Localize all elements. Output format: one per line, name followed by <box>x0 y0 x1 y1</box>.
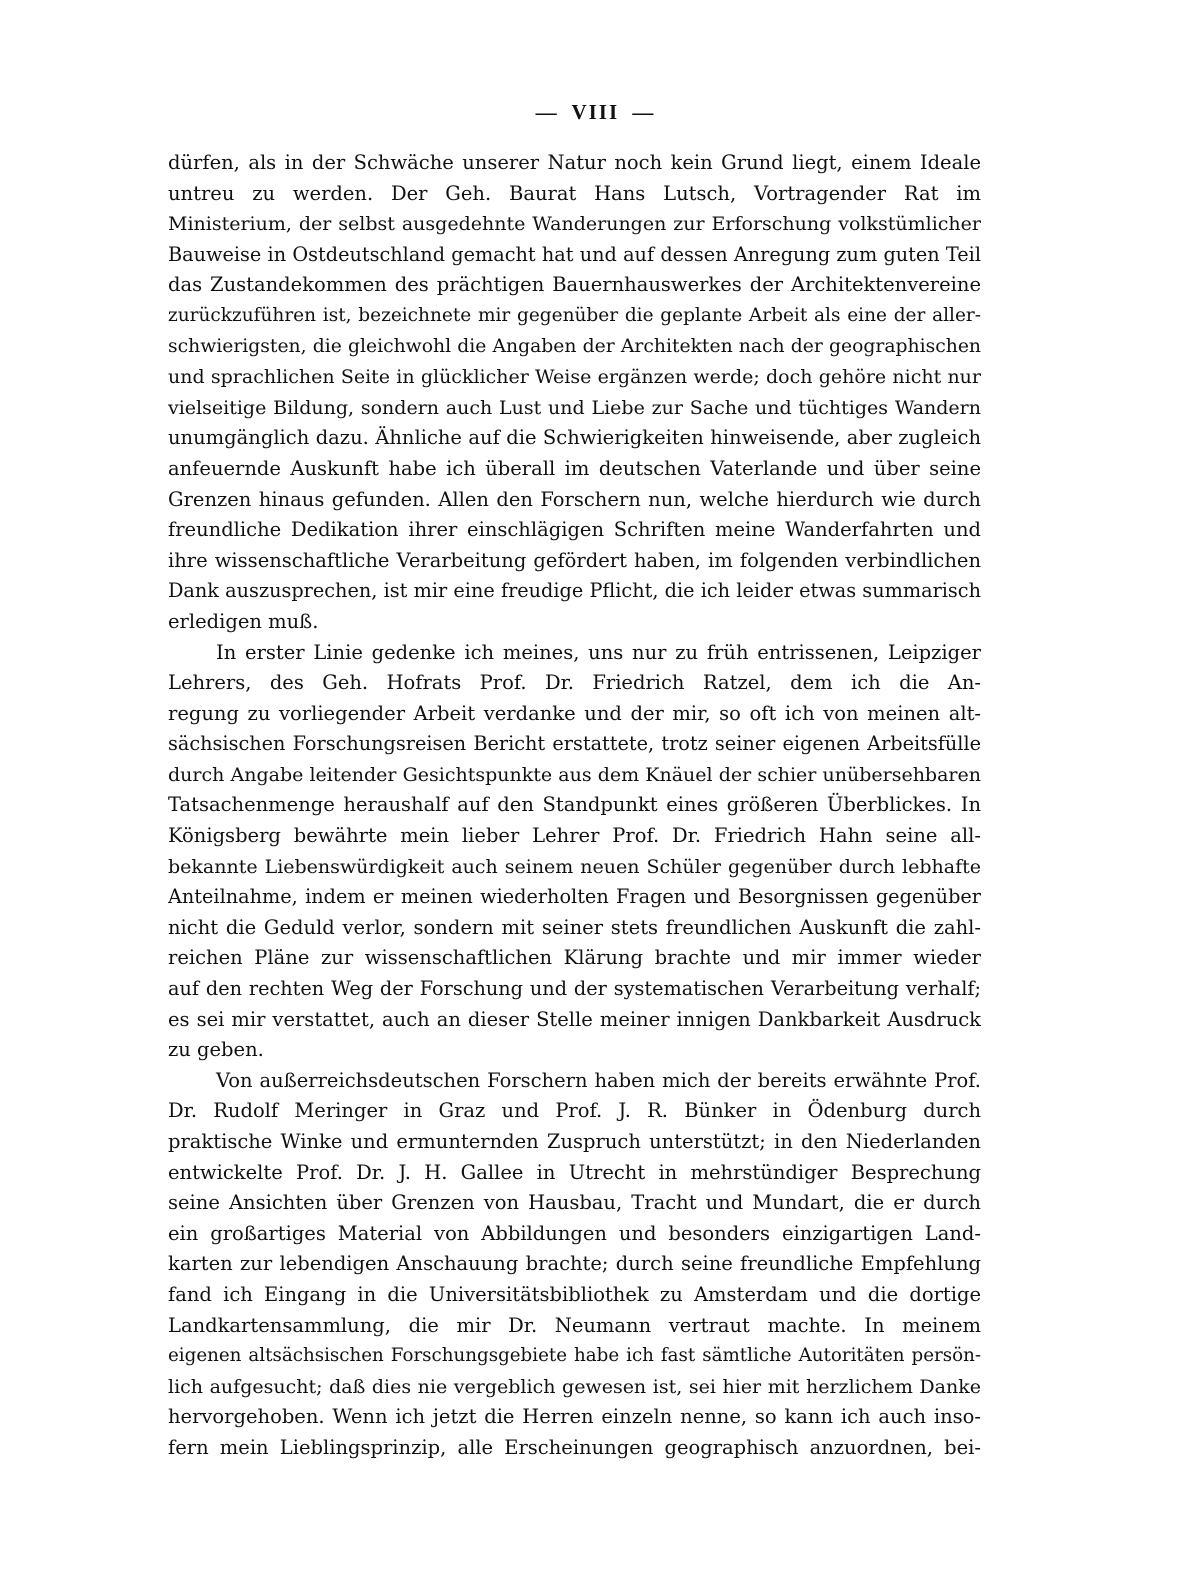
text-line: durch Angabe leitender Gesichtspunkte aus dem Knäuel der schier unübersehbaren <box>168 763 981 786</box>
text-line: Bauweise in Ostdeutschland gemacht hat und auf dessen Anregung zum guten Teil <box>168 242 981 266</box>
text-line: zu geben. <box>168 1038 264 1062</box>
text-line: Ministerium, der selbst ausgedehnte Wanderungen zur Erforschung volkstümlicher <box>168 213 981 236</box>
text-line: bekannte Liebenswürdigkeit auch seinem neuen Schüler gegenüber durch lebhafte <box>168 855 981 878</box>
text-line: regung zu vorliegender Arbeit verdanke und der mir, so oft ich von meinen alt- <box>168 701 981 725</box>
text-line: Lehrers, des Geh. Hofrats Prof. Dr. Friedrich Ratzel, dem ich die An- <box>168 671 981 695</box>
text-line: Anteilnahme, indem er meinen wiederholten Fragen und Besorgnissen gegenüber <box>168 885 981 909</box>
text-line: In erster Linie gedenke ich meines, uns nur zu früh entrissenen, Leipziger <box>216 640 981 664</box>
text-line: ein großartiges Material von Abbildungen und besonders einzigartigen Land- <box>168 1221 981 1245</box>
text-line: Dank auszusprechen, ist mir eine freudige Pflicht, die ich leider etwas summarisch <box>168 579 981 603</box>
text-line: Königsberg bewährte mein lieber Lehrer Prof. Dr. Friedrich Hahn seine all- <box>168 824 981 848</box>
text-line: es sei mir verstattet, auch an dieser Stelle meiner innigen Dankbarkeit Ausdruck <box>168 1007 981 1031</box>
text-line: schwierigsten, die gleichwohl die Angaben der Architekten nach der geographischen <box>168 335 981 357</box>
text-line: freundliche Dedikation ihrer einschlägigen Schriften meine Wanderfahrten und <box>168 518 981 542</box>
text-line: sächsischen Forschungsreisen Bericht erstattete, trotz seiner eigenen Arbeitsfülle <box>168 732 981 756</box>
text-line: untreu zu werden. Der Geh. Baurat Hans Lutsch, Vortragender Rat im <box>168 181 981 205</box>
text-line: eigenen altsächsischen Forschungsgebiete habe ich fast sämtliche Autoritäten persön- <box>168 1345 981 1367</box>
text-line: karten zur lebendigen Anschauung brachte; durch seine freundliche Empfehlung <box>168 1252 981 1276</box>
text-line: dürfen, als in der Schwäche unserer Natur noch kein Grund liegt, einem Ideale <box>168 151 981 174</box>
text-line: Tatsachenmenge heraushalf auf den Standpunkt eines größeren Überblickes. In <box>168 793 981 817</box>
text-line: unumgänglich dazu. Ähnliche auf die Schwierigkeiten hinweisende, aber zugleich <box>168 426 981 450</box>
text-line: das Zustandekommen des prächtigen Bauernhauswerkes der Architektenvereine <box>168 273 981 297</box>
text-line: reichen Pläne zur wissenschaftlichen Klärung brachte und mir immer wieder <box>168 946 981 970</box>
text-line: nicht die Geduld verlor, sondern mit seiner stets freundlichen Auskunft die zahl- <box>168 915 981 939</box>
text-line: hervorgehoben. Wenn ich jetzt die Herren einzeln nenne, so kann ich auch inso- <box>168 1405 981 1429</box>
text-line: zurückzuführen ist, bezeichnete mir gegenüber die geplante Arbeit als eine der aller- <box>168 304 981 326</box>
text-line: vielseitige Bildung, sondern auch Lust und Liebe zur Sache und tüchtiges Wandern <box>168 396 981 419</box>
body-text <box>168 148 981 1464</box>
text-line: Von außerreichsdeutschen Forschern haben mich der bereits erwähnte Prof. <box>216 1068 981 1092</box>
text-line: und sprachlichen Seite in glücklicher Weise ergänzen werde; doch gehöre nicht nur <box>168 366 981 389</box>
text-line: auf den rechten Weg der Forschung und der systematischen Verarbeitung verhalf; <box>168 977 981 1001</box>
text-line: anfeuernde Auskunft habe ich überall im deutschen Vaterlande und über seine <box>168 456 981 480</box>
text-line: erledigen muß. <box>168 609 319 633</box>
text-line: fern mein Lieblingsprinzip, alle Erscheinungen geographisch anzuordnen, bei- <box>168 1435 981 1459</box>
text-line: ihre wissenschaftliche Verarbeitung gefördert haben, im folgenden verbindlichen <box>168 548 981 572</box>
text-line: praktische Winke und ermunternden Zuspruch unterstützt; in den Niederlanden <box>168 1130 981 1153</box>
text-line: seine Ansichten über Grenzen von Hausbau, Tracht und Mundart, die er durch <box>168 1191 981 1215</box>
text-line: lich aufgesucht; daß dies nie vergeblich gewesen ist, sei hier mit herzlichem Danke <box>168 1375 981 1398</box>
page-number: — VIII — <box>535 100 656 124</box>
text-line: entwickelte Prof. Dr. J. H. Gallee in Utrecht in mehrstündiger Besprechung <box>168 1160 981 1184</box>
text-line: Dr. Rudolf Meringer in Graz und Prof. J. R. Bünker in Ödenburg durch <box>168 1099 981 1123</box>
text-line: Landkartensammlung, die mir Dr. Neumann vertraut machte. In meinem <box>168 1313 981 1337</box>
text-line: Grenzen hinaus gefunden. Allen den Forschern nun, welche hierdurch wie durch <box>168 487 981 511</box>
text-line: fand ich Eingang in die Universitätsbibliothek zu Amsterdam und die dortige <box>168 1282 981 1306</box>
